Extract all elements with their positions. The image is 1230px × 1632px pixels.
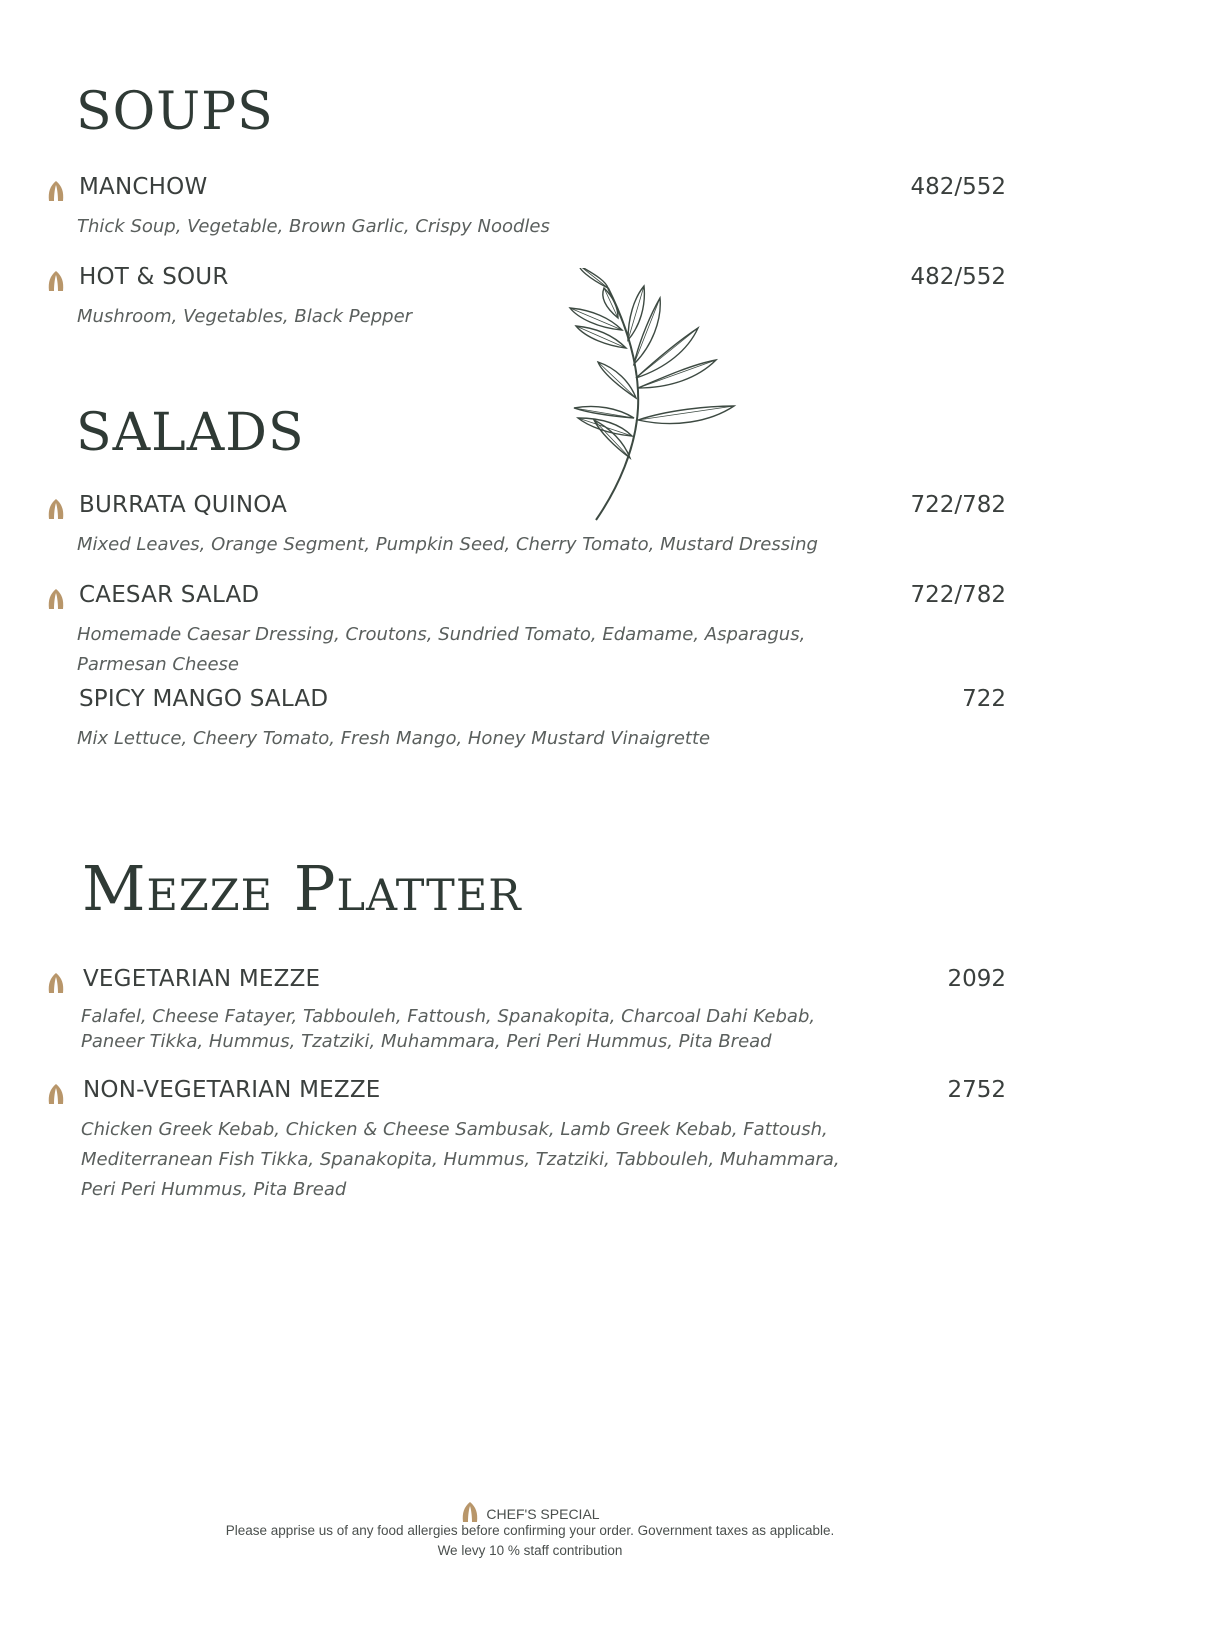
item-price: 2092: [947, 966, 1006, 992]
item-price: 722: [962, 686, 1006, 712]
chef-special-icon: [46, 270, 66, 292]
item-name: VEGETARIAN MEZZE: [83, 966, 321, 992]
chef-special-icon: [46, 972, 66, 994]
chef-special-icon: [46, 180, 66, 202]
item-name: BURRATA QUINOA: [79, 492, 288, 518]
item-price: 482/552: [910, 264, 1006, 290]
item-description: Falafel, Cheese Fatayer, Tabbouleh, Fattoush, Spanakopita, Charcoal Dahi Kebab, Paneer Tikka, Hummus, Tzatziki, Muhammara, Peri Peri Hummus, Pita Bread: [81, 1006, 816, 1052]
section-title-soups: SOUPS: [76, 82, 274, 142]
footer-chef-special-label: CHEF'S SPECIAL: [486, 1506, 600, 1522]
item-description: Chicken Greek Kebab, Chicken & Cheese Sambusak, Lamb Greek Kebab, Fattoush, Mediterranean Fish Tikka, Spanakopita, Hummus, Tzatziki, Tabbouleh, Muhammara, Peri Peri Hummus, Pita Bread: [81, 1119, 840, 1200]
item-name: SPICY MANGO SALAD: [79, 686, 329, 712]
menu-item-caesar-salad: [46, 582, 1006, 680]
menu-item-manchow: [46, 174, 1006, 242]
chef-special-icon: [46, 1083, 66, 1105]
item-name: HOT & SOUR: [79, 264, 229, 290]
item-price: 722/782: [910, 582, 1006, 608]
menu-item-hot-sour: [46, 264, 1006, 332]
item-price: 2752: [947, 1077, 1006, 1103]
item-price: 722/782: [910, 492, 1006, 518]
item-description: Mushroom, Vegetables, Black Pepper: [77, 306, 413, 327]
item-name: MANCHOW: [79, 174, 208, 200]
footer-staff-contribution: We levy 10 % staff contribution: [437, 1543, 623, 1558]
menu-item-spicy-mango-salad: [46, 686, 1006, 754]
footer-allergy-note: Please apprise us of any food allergies before confirming your order. Government taxes as applicable.: [225, 1523, 835, 1538]
footer-chef-special-legend: [0, 1497, 1060, 1522]
section-title-mezze-platter: Mezze Platter: [82, 852, 522, 925]
item-description: Mixed Leaves, Orange Segment, Pumpkin Seed, Cherry Tomato, Mustard Dressing: [77, 534, 818, 555]
menu-item-burrata-quinoa: [46, 492, 1006, 560]
item-description: Homemade Caesar Dressing, Croutons, Sundried Tomato, Edamame, Asparagus, Parmesan Cheese: [77, 624, 806, 675]
menu-item-vegetarian-mezze: [46, 966, 1006, 1054]
item-name: CAESAR SALAD: [79, 582, 260, 608]
item-price: 482/552: [910, 174, 1006, 200]
chef-special-icon: [46, 588, 66, 610]
section-title-salads: SALADS: [76, 403, 305, 463]
chef-special-icon: [460, 1501, 480, 1523]
item-description: Thick Soup, Vegetable, Brown Garlic, Crispy Noodles: [77, 216, 550, 237]
item-name: NON-VEGETARIAN MEZZE: [83, 1077, 381, 1103]
chef-special-icon: [46, 498, 66, 520]
olive-branch-illustration: [548, 268, 748, 530]
item-description: Mix Lettuce, Cheery Tomato, Fresh Mango, Honey Mustard Vinaigrette: [77, 728, 711, 749]
menu-item-non-vegetarian-mezze: [46, 1077, 1006, 1205]
